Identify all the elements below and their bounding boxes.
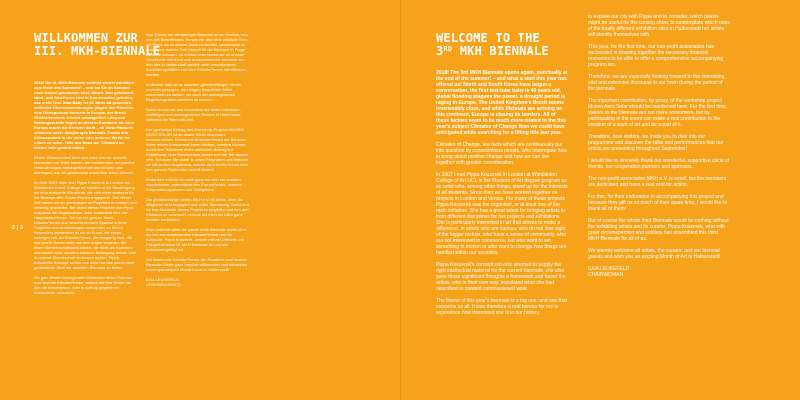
german-column-2 — [146, 32, 250, 287]
english-paragraph: But of course the whole third Biennale would be nothing without the exhibiting artists and its curator, Pippa Koszerek, who with great circumspection and subtlety has assembled this third MKH Biennale for all of us. — [588, 218, 729, 242]
german-paragraph: Wir freuen alle Künstler*innen, die Kuratorin, und unsere Biennale-Gäste ganz herzlich willkommen und wünschen einen spannenden Monat Kunst in Halberstadt! — [146, 257, 248, 272]
english-paragraph: For this, for their endurance in accompanying this project and because they gift us so much of their spare time, I would like to thank all of them! — [588, 194, 728, 212]
english-paragraph: Therefore, we are especially looking forward to the interesting, vital and extensive discourse in our town during the period of the biennale. — [588, 74, 726, 92]
german-paragraph: Im Jahr 2007 hatte sich Pippa Koszerek in London am Wimbledon Kunst College im Masters of Art Studiengang als eine motivierte Künstlerin, die sich unter anderem für die Belange aller Student*innen engagierte. Seit dieser Zeit haben wir an gemeinsam an Projekten in London und Venedig gearbeitet. Bei vielen dieser Projekte war Pippa Koszerek die Organisatorin, oder zumindest eine der Hauptakteur*innen. Sie hat ein großes Talent, Künstler*innen aus verschiedensten Sparten in ihren Projekten und Ausstellungen zusammen zu führen. Besonders interessiert ist sie an Kunst, die etwas bewegen will, an Künstler*innen, die neugierig sind, die das große Ganze nicht aus den Augen verlieren, die einen Gemeinschaftssinn haben, die nicht am Kommerz interessiert sind, sondern etwas in Bewegung setzen oder in unserer Gesellschaft verändern wollen. Pippa Koszereks Konzept schien uns nicht nur das passendste gedankliche Stoff der aktuellen Biennale zu liefern. — [34, 180, 137, 270]
german-paragraph: Daher freuen wir uns besonders auf einen intensiven, vielfältigen und umfangreichen Diskurs in Halberstadt während der Biennale-Zeit. — [146, 107, 241, 122]
german-signature — [146, 277, 250, 287]
german-paragraph: Aber natürlich wäre die ganze dritte Biennale nichts ohne die bei uns ausstellenden Künstler*innen und die Kuratorin, Pippa Koszerek, welche mit viel Umsicht und Feingefühl diese III. MKH Biennale für uns alle zusammengefügt hat. — [146, 227, 248, 252]
heading-ordinal-suffix: RD — [443, 45, 453, 53]
german-paragraph: Das Thema der diesjährigen Biennale ist ein Großes, und uns alle Betreffendes. Es war mir also eine wirkliche Ehre, mit Pippa durch unsere Stadt zu streifen, gemeinsam zu überlegen, welche Orte überall für die Biennale in Frage kommen könnten, zu erleben interessiert sie an unserer Geschichte teilnimmt und auszulotend mit welchem von den hier in Halberstadt wirklich sehr verschiedenen Ausbildungsstätten sich ihre Künstler*innen identifizieren werden. — [146, 32, 249, 77]
signature-name: ILKA LEUKEFELD — [588, 266, 630, 272]
german-paragraph: Der großartige Beitrag des Workshop-Projekts MUSEO AERO SOLAR ist an dieser Stelle besonders hervorzuheben. Einmal mit Besucher*innen der Biennale keine reinen Konsument*innen bleiben, sondern können durch ihre Teilnahme einen wirklichen Beitrag zur Entstehung einer Kunstwerkes leisten und ein Teil dessen sein. Schauen Sie daher in unser Programm und nehmen sie teil an den Angeboten, welche die Künstler*innen über den ganzen September verteilt bieten! — [146, 127, 249, 172]
english-column-1 — [436, 70, 568, 322]
english-paragraph: Therefore, dear visitors, we invite you to dive into our programme and discover the talks and performances that our artists are presenting throughout September! — [588, 134, 724, 152]
page-number: 2 | 3 — [12, 225, 24, 231]
english-paragraph: The non-profit association MKH e.V. is small, but the members are dedicated and have a real zest for action. — [588, 176, 727, 188]
german-paragraph: Die gemeinnützige Verein MKH e.V. ist kleine, aber die Mitglieder sind engagiert und voller Tatendrang. Dafür und für ihre Ausdauer dieses Projekt zu begleiten und ihm den Freiraum zu schenken, möchte ich mich bei Allen ganz herzlich bedanken! — [146, 197, 249, 222]
german-paragraph: In diesem Jahr ist es unserem gemeinnützigen Verein erstmals gelungen, die nötigen finanziellen Mittel zusammen zu stellen, um auch ein umfangreiches Begleitprogramm anbieten zu können. — [146, 82, 242, 102]
german-heading — [34, 32, 160, 58]
german-paragraph: 2018! Die III. MKH-Biennale eröffnet wieder pünktlich zum Ende des Sommers! – und wo Sie im Sommer nach Kassel gekommen sind, dieses Jahr gebündelt, Nord- und Süd-Korea sind in Konversation getreten, das erste Test-Tube-Baby ist 40 Jahre alt geworden, weltweite Überschwemmungen plagen den Planeten, eine Dürreperiode herrscht in Europa, der Brexit Großbritanniens scheint unweigerlich ruhig und Rettungsschiffe liegen an diesem Kontinent an. Aber Europa macht die Grenzen dicht – all diese Faktoren scheinen unser diesjähriges Biennale-Thema des Klimawandels in der einen oder anderen Weise ins Leben zu rufen. Teile des Baus der Titelwahl im letzten Jahr gezählt hätten. — [34, 80, 135, 150]
english-paragraph: We warmly welcome all artists, the curator, and our biennial guests and wish you an exciting Month of Art in Halberstadt! — [588, 248, 721, 260]
german-column-1 — [34, 80, 137, 300]
english-paragraph: Climates of Change, are facts which are continuously put into question by conscientious people, who interrogate how to bring about positive change and how we can live together with greater consideration. — [436, 142, 567, 166]
english-paragraph: Pippa Koszerek's concept not only seemed to supply the right intellectual material for the current biennale, she also gave those significant thoughts a framework and found the artists, who in their own way, translated what she had described or created commissioned work. — [436, 262, 566, 292]
signature-name: ILKA LEUKEFELD — [146, 277, 179, 282]
english-paragraph: The theme of this year's biennale is a big one, and one that concerns us all. It was therefore a real honour for me to experience how interested she is in our history, — [436, 298, 568, 316]
english-paragraph: I would like to sincerely thank our wonderful, supportive circle of friends, our cooperation partners and sponsors. — [588, 158, 730, 170]
german-heading-line-2: III. MKH-BIENNALE — [34, 44, 161, 58]
english-paragraph: In 2007 I met Pippa Koszerek in London at Wimbledon College of Art UCL in the Masters of Art degree program as an artist who, among other things, stood up for the interests of all students. Since then we have worked together on projects in London and Venice. For many of these projects Pippa Koszerek was the organiser, or at least one of the main initiators. She has a great talent for bringing artists in from different disciplines for her projects and exhibitions. She is particularly interested in art that strives to make a difference, in artists who are curious, who do not lose sight of the bigger picture, who have a sense of community, who are not interested in commerce, but who want to set something in motion or who want to change how things are handled within our societies. — [436, 172, 568, 256]
english-heading-line-1: WELCOME TO THE — [436, 31, 540, 45]
english-heading — [436, 32, 549, 58]
english-signature — [588, 266, 730, 278]
signature-role: VEREINSVORSITZ — [146, 282, 181, 287]
signature-role: CHAIRWOMAN — [588, 272, 624, 278]
english-paragraph: This year, for the first time, our non-profit association has succeeded in drawing together the necessary financial resources to be able to offer a comprehensive accompanying program too. — [588, 44, 724, 68]
english-column-2 — [588, 14, 730, 278]
english-paragraph: 2018! The 3rd MKH Biennale opens again, punctually at the end of the summer! – and what a start this year has offered us! North and South Korea have begun a conversation, the first test-tube baby is 40 years old, global flooding plagues the planet, a drought period is raging in Europe, The United Kingdom's Brexit seems irretrievably close, and while lifeboats are arriving on this continent, Europe is closing its borders. All of these factors seem to be much more related to the this year's subject Climates of Change than we could have anticipated while searching for a fitting title last year. — [436, 70, 568, 136]
english-heading-line-2 — [436, 45, 549, 58]
english-paragraph: The important contribution, by proxy, of the workshop project Museo Aero Solar should be mentioned here. For the first time, visitors to the biennale are not mere consumers, but by participating in the event can make a real contribution to the creation of a work of art and be a part of it. — [588, 98, 728, 128]
heading-ordinal: 3 — [436, 44, 444, 58]
page-gutter — [400, 0, 401, 400]
german-paragraph: Bedanken möchte ich mich ganz herzlich bei unseren wunderbaren, unterstützenden Freund*innen, unseren Kooperationspartnern und Geldgebern. — [146, 177, 243, 192]
heading-suffix: MKH BIENNALE — [459, 44, 549, 58]
german-paragraph: Sie gab diesem bewegenden Gedanken einen Rahmen und fand die Künstler*innen, welche auf ihre Weise die ihm die beschrieben, oder in Auftrag gegebenen Kunstwerke, umsetzen. — [34, 275, 133, 295]
german-heading-line-1: WILLKOMMEN ZUR — [34, 31, 138, 45]
english-paragraph: to explore our city with Pippa and to consider, which places might be useful for the coming show, to contemplate which ones of the totally different exhibition sites in Halberstadt her artists will identify themselves with. — [588, 14, 730, 38]
german-paragraph: Einem Klimawechsel dem sich nach wie vor schnelle Menschen zur Wehr setzen, die nachdenken, wo positive Veränderungen herbeigeführt werden können und überlegen, wie wir gemeinsam unsichtbar leben können. — [34, 155, 136, 175]
